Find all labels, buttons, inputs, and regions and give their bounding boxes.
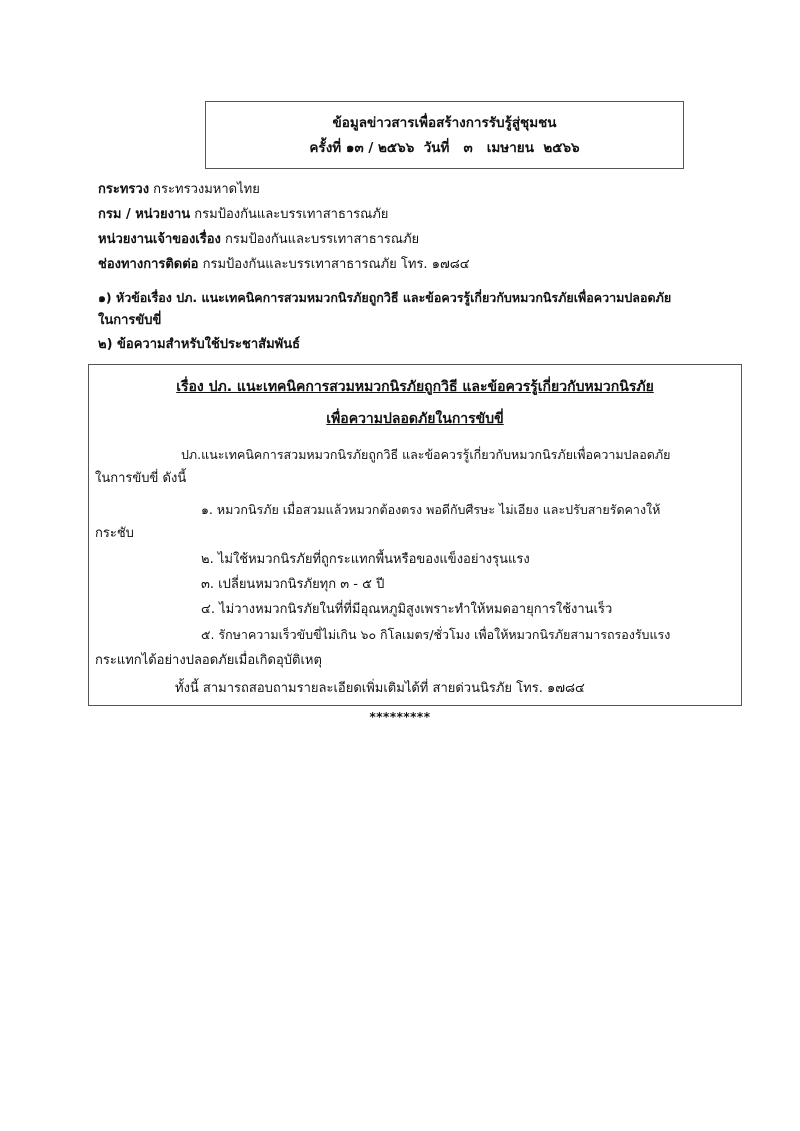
intro-line1: ปภ.แนะเทคนิคการสวมหมวกนิรภัยถูกวิธี และข้อควรรู้เกี่ยวกับหมวกนิรภัยเพื่อความปลอดภัย — [181, 447, 671, 462]
item4: ๔. ไม่วางหมวกนิรภัยในที่ที่มีอุณหภูมิสูงเพราะทำให้หมดอายุการใช้งานเร็ว — [201, 602, 613, 617]
end-marker: ********* — [369, 710, 431, 724]
item1-line2: กระชับ — [95, 526, 134, 541]
section1-line2: ในการขับขี่ — [98, 313, 162, 328]
header-issue-line: ครั้งที่ ๑๓ / ๒๕๖๖ วันที่ ๓ เมษายน ๒๕๖๖ — [309, 140, 580, 156]
item3: ๓. เปลี่ยนหมวกนิรภัยทุก ๓ - ๕ ปี — [201, 577, 385, 592]
contact-label: ช่องทางการติดต่อ — [98, 257, 199, 272]
ministry-label: กระทรวง — [98, 182, 150, 197]
owner-label: หน่วยงานเจ้าของเรื่อง — [98, 232, 221, 247]
message-title-line1: เรื่อง ปภ. แนะเทคนิคการสวมหมวกนิรภัยถูกวิธี และข้อควรรู้เกี่ยวกับหมวกนิรภัย — [176, 379, 654, 395]
item1-line1: ๑. หมวกนิรภัย เมื่อสวมแล้วหมวกต้องตรง พอดีกับศีรษะ ไม่เอียง และปรับสายรัดคางให้ — [201, 502, 661, 517]
info-contact — [98, 257, 470, 273]
info-ministry — [98, 182, 260, 198]
owner-value: กรมป้องกันและบรรเทาสาธารณภัย — [220, 232, 420, 247]
closing-line: ทั้งนี้ สามารถสอบถามรายละเอียดเพิ่มเติมได้ที่ สายด่วนนิรภัย โทร. ๑๗๘๔ — [175, 681, 585, 696]
section1-line1: ๑) หัวข้อเรื่อง ปภ. แนะเทคนิคการสวมหมวกนิรภัยถูกวิธี และข้อควรรู้เกี่ยวกับหมวกนิรภัยเพื่อความปลอดภัย — [98, 290, 672, 305]
header-title: ข้อมูลข่าวสารเพื่อสร้างการรับรู้สู่ชุมชน — [332, 115, 557, 131]
item2: ๒. ไม่ใช้หมวกนิรภัยที่ถูกระแทกพื้นหรือของแข็งอย่างรุนแรง — [201, 552, 530, 567]
item5-line1: ๕. รักษาความเร็วขับขี่ไม่เกิน ๖๐ กิโลเมตร/ชั่วโมง เพื่อให้หมวกนิรภัยสามารถรองรับแรง — [201, 627, 671, 642]
info-department — [98, 207, 388, 223]
contact-value: กรมป้องกันและบรรเทาสาธารณภัย โทร. ๑๗๘๔ — [198, 257, 470, 272]
department-value: กรมป้องกันและบรรเทาสาธารณภัย — [190, 207, 389, 222]
ministry-value: กระทรวงมหาดไทย — [149, 182, 260, 197]
message-title-line2: เพื่อความปลอดภัยในการขับขี่ — [326, 411, 504, 427]
intro-line2: ในการขับขี่ ดังนี้ — [95, 471, 187, 486]
header-box — [205, 101, 684, 169]
section2-heading: ๒) ข้อความสำหรับใช้ประชาสัมพันธ์ — [98, 337, 301, 352]
message-box — [88, 364, 742, 706]
item5-line2: กระแทกได้อย่างปลอดภัยเมื่อเกิดอุบัติเหตุ — [95, 653, 322, 668]
info-owner — [98, 232, 419, 248]
department-label: กรม / หน่วยงาน — [98, 207, 191, 222]
